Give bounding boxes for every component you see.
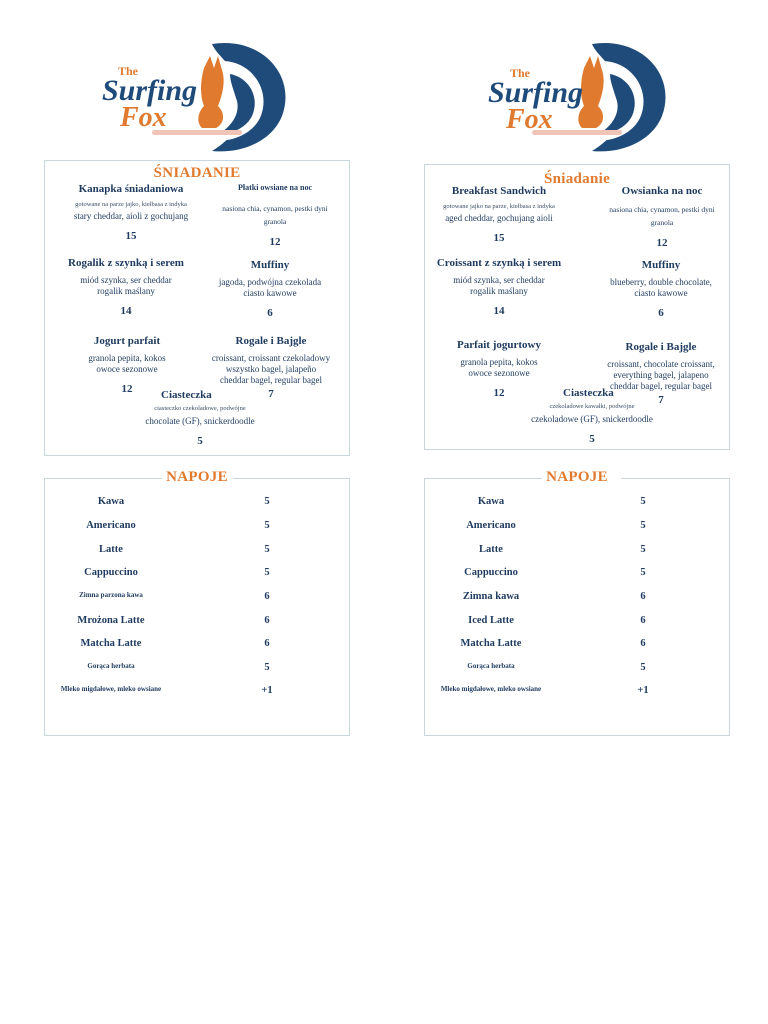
drink-name: Matcha Latte [460, 638, 522, 649]
menu-item: Muffiny jagoda, podwójna czekolada ciasto kawowe 6 [218, 259, 322, 319]
drink-name: Americano [466, 520, 516, 531]
drink-price: +1 [637, 685, 649, 696]
breakfast-title: Śniadanie [425, 171, 729, 188]
drink-name: Mleko migdałowe, mleko owsiane [440, 685, 542, 693]
drinks-title: NAPOJE [425, 469, 729, 486]
drink-name: Kawa [477, 496, 505, 507]
menu-item: Breakfast Sandwich gotowane jajko na parze, kiełbasa z indyka aged cheddar, gochujang aioli 15 [443, 185, 555, 244]
drinks-panel [44, 469, 350, 736]
drink-row [45, 520, 351, 540]
menu-item: Croissant z szynką i serem miód szynka, ser cheddar rogalik maślany 14 [436, 257, 562, 317]
drink-price: 5 [264, 520, 270, 531]
menu-item: Ciasteczka ciasteczko czekoladowe, podwójne chocolate (GF), snickerdoodle 5 [145, 389, 255, 447]
drink-name: Latte [99, 544, 123, 555]
breakfast-panel [424, 164, 730, 450]
menu-item: Rogale i Bajgle croissant, chocolate croissant, everything bagel, jalapeno cheddar bagel, regular bagel 7 [607, 341, 715, 406]
drink-row [45, 496, 351, 516]
drink-row [425, 520, 731, 540]
drink-price: 5 [264, 496, 270, 507]
menu-item: Płatki owsiane na noc nasiona chia, cynamon, pestki dyni granola 12 [222, 183, 328, 248]
brand-logo [42, 0, 352, 160]
brand-fox: Fox [506, 104, 553, 135]
drink-row [425, 638, 731, 658]
drink-name: Cappuccino [464, 567, 518, 578]
drink-price: +1 [261, 685, 273, 696]
drink-price: 5 [264, 544, 270, 555]
drink-price: 5 [640, 520, 646, 531]
brand-surfing: Surfing [488, 76, 584, 109]
drink-price: 6 [264, 615, 270, 626]
drink-name: Cappuccino [84, 567, 138, 578]
drink-price: 5 [640, 662, 646, 673]
menu-item: Owsianka na noc nasiona chia, cynamon, pestki dyni granola 12 [609, 185, 715, 249]
brand-the: The [118, 64, 139, 78]
drink-row [425, 567, 731, 587]
menu-item: Ciasteczka czekoladowe kawałki, podwójne czekoladowe (GF), snickerdoodle 5 [531, 387, 653, 445]
drinks-title: NAPOJE [45, 469, 349, 486]
drink-name: Gorąca herbata [87, 662, 135, 670]
drink-name: Iced Latte [468, 615, 514, 626]
drink-row [45, 591, 351, 611]
drink-name: Zimna parzona kawa [79, 591, 143, 599]
brand-logo [422, 0, 732, 160]
menu-item: Parfait jogurtowy granola pepita, kokos owoce sezonowe 12 [456, 339, 541, 399]
drink-row [45, 685, 351, 705]
drink-price: 6 [640, 591, 646, 602]
drink-name: Americano [86, 520, 136, 531]
drink-row [45, 662, 351, 682]
menu-polish [42, 0, 352, 696]
drink-row [425, 685, 731, 705]
brand-surfing: Surfing [102, 74, 198, 107]
drink-row [425, 496, 731, 516]
menu-item: Muffiny blueberry, double chocolate, ciasto kawowe 6 [610, 259, 712, 319]
drink-price: 6 [640, 615, 646, 626]
drink-row [425, 591, 731, 611]
drink-row [45, 615, 351, 635]
drink-row [45, 567, 351, 587]
menu-item: Jogurt parfait granola pepita, kokos owoce sezonowe 12 [88, 335, 166, 395]
drink-price: 5 [640, 496, 646, 507]
drink-price: 6 [640, 638, 646, 649]
drink-price: 5 [640, 544, 646, 555]
drink-row [425, 544, 731, 564]
menu-item: Rogale i Bajgle croissant, croissant czekoladowy wszystko bagel, jalapeño cheddar bagel, regular bagel 7 [211, 335, 331, 400]
brand-the: The [510, 66, 531, 80]
brand-fox: Fox [120, 102, 167, 133]
drink-price: 6 [264, 638, 270, 649]
drink-row [425, 615, 731, 635]
drink-name: Kawa [97, 496, 125, 507]
drink-row [45, 544, 351, 564]
breakfast-title: ŚNIADANIE [45, 165, 349, 182]
drink-row [45, 638, 351, 658]
drink-name: Zimna kawa [462, 591, 520, 602]
drink-price: 5 [640, 567, 646, 578]
drink-name: Mrożona Latte [77, 615, 145, 626]
drink-name: Mleko migdałowe, mleko owsiane [60, 685, 162, 693]
drink-price: 5 [264, 662, 270, 673]
drink-name: Latte [479, 544, 503, 555]
menu-item: Kanapka śniadaniowa gotowane na parze jajko, kiełbasa z indyka stary cheddar, aioli z gochujang 15 [73, 183, 189, 242]
drink-name: Gorąca herbata [467, 662, 515, 670]
breakfast-panel [44, 160, 350, 456]
menu-translated [422, 0, 732, 696]
drink-name: Matcha Latte [80, 638, 142, 649]
menu-item: Rogalik z szynką i serem miód szynka, ser cheddar rogalik maślany 14 [68, 257, 184, 317]
drink-price: 5 [264, 567, 270, 578]
drink-row [425, 662, 731, 682]
drinks-panel [424, 469, 730, 736]
drink-price: 6 [264, 591, 270, 602]
